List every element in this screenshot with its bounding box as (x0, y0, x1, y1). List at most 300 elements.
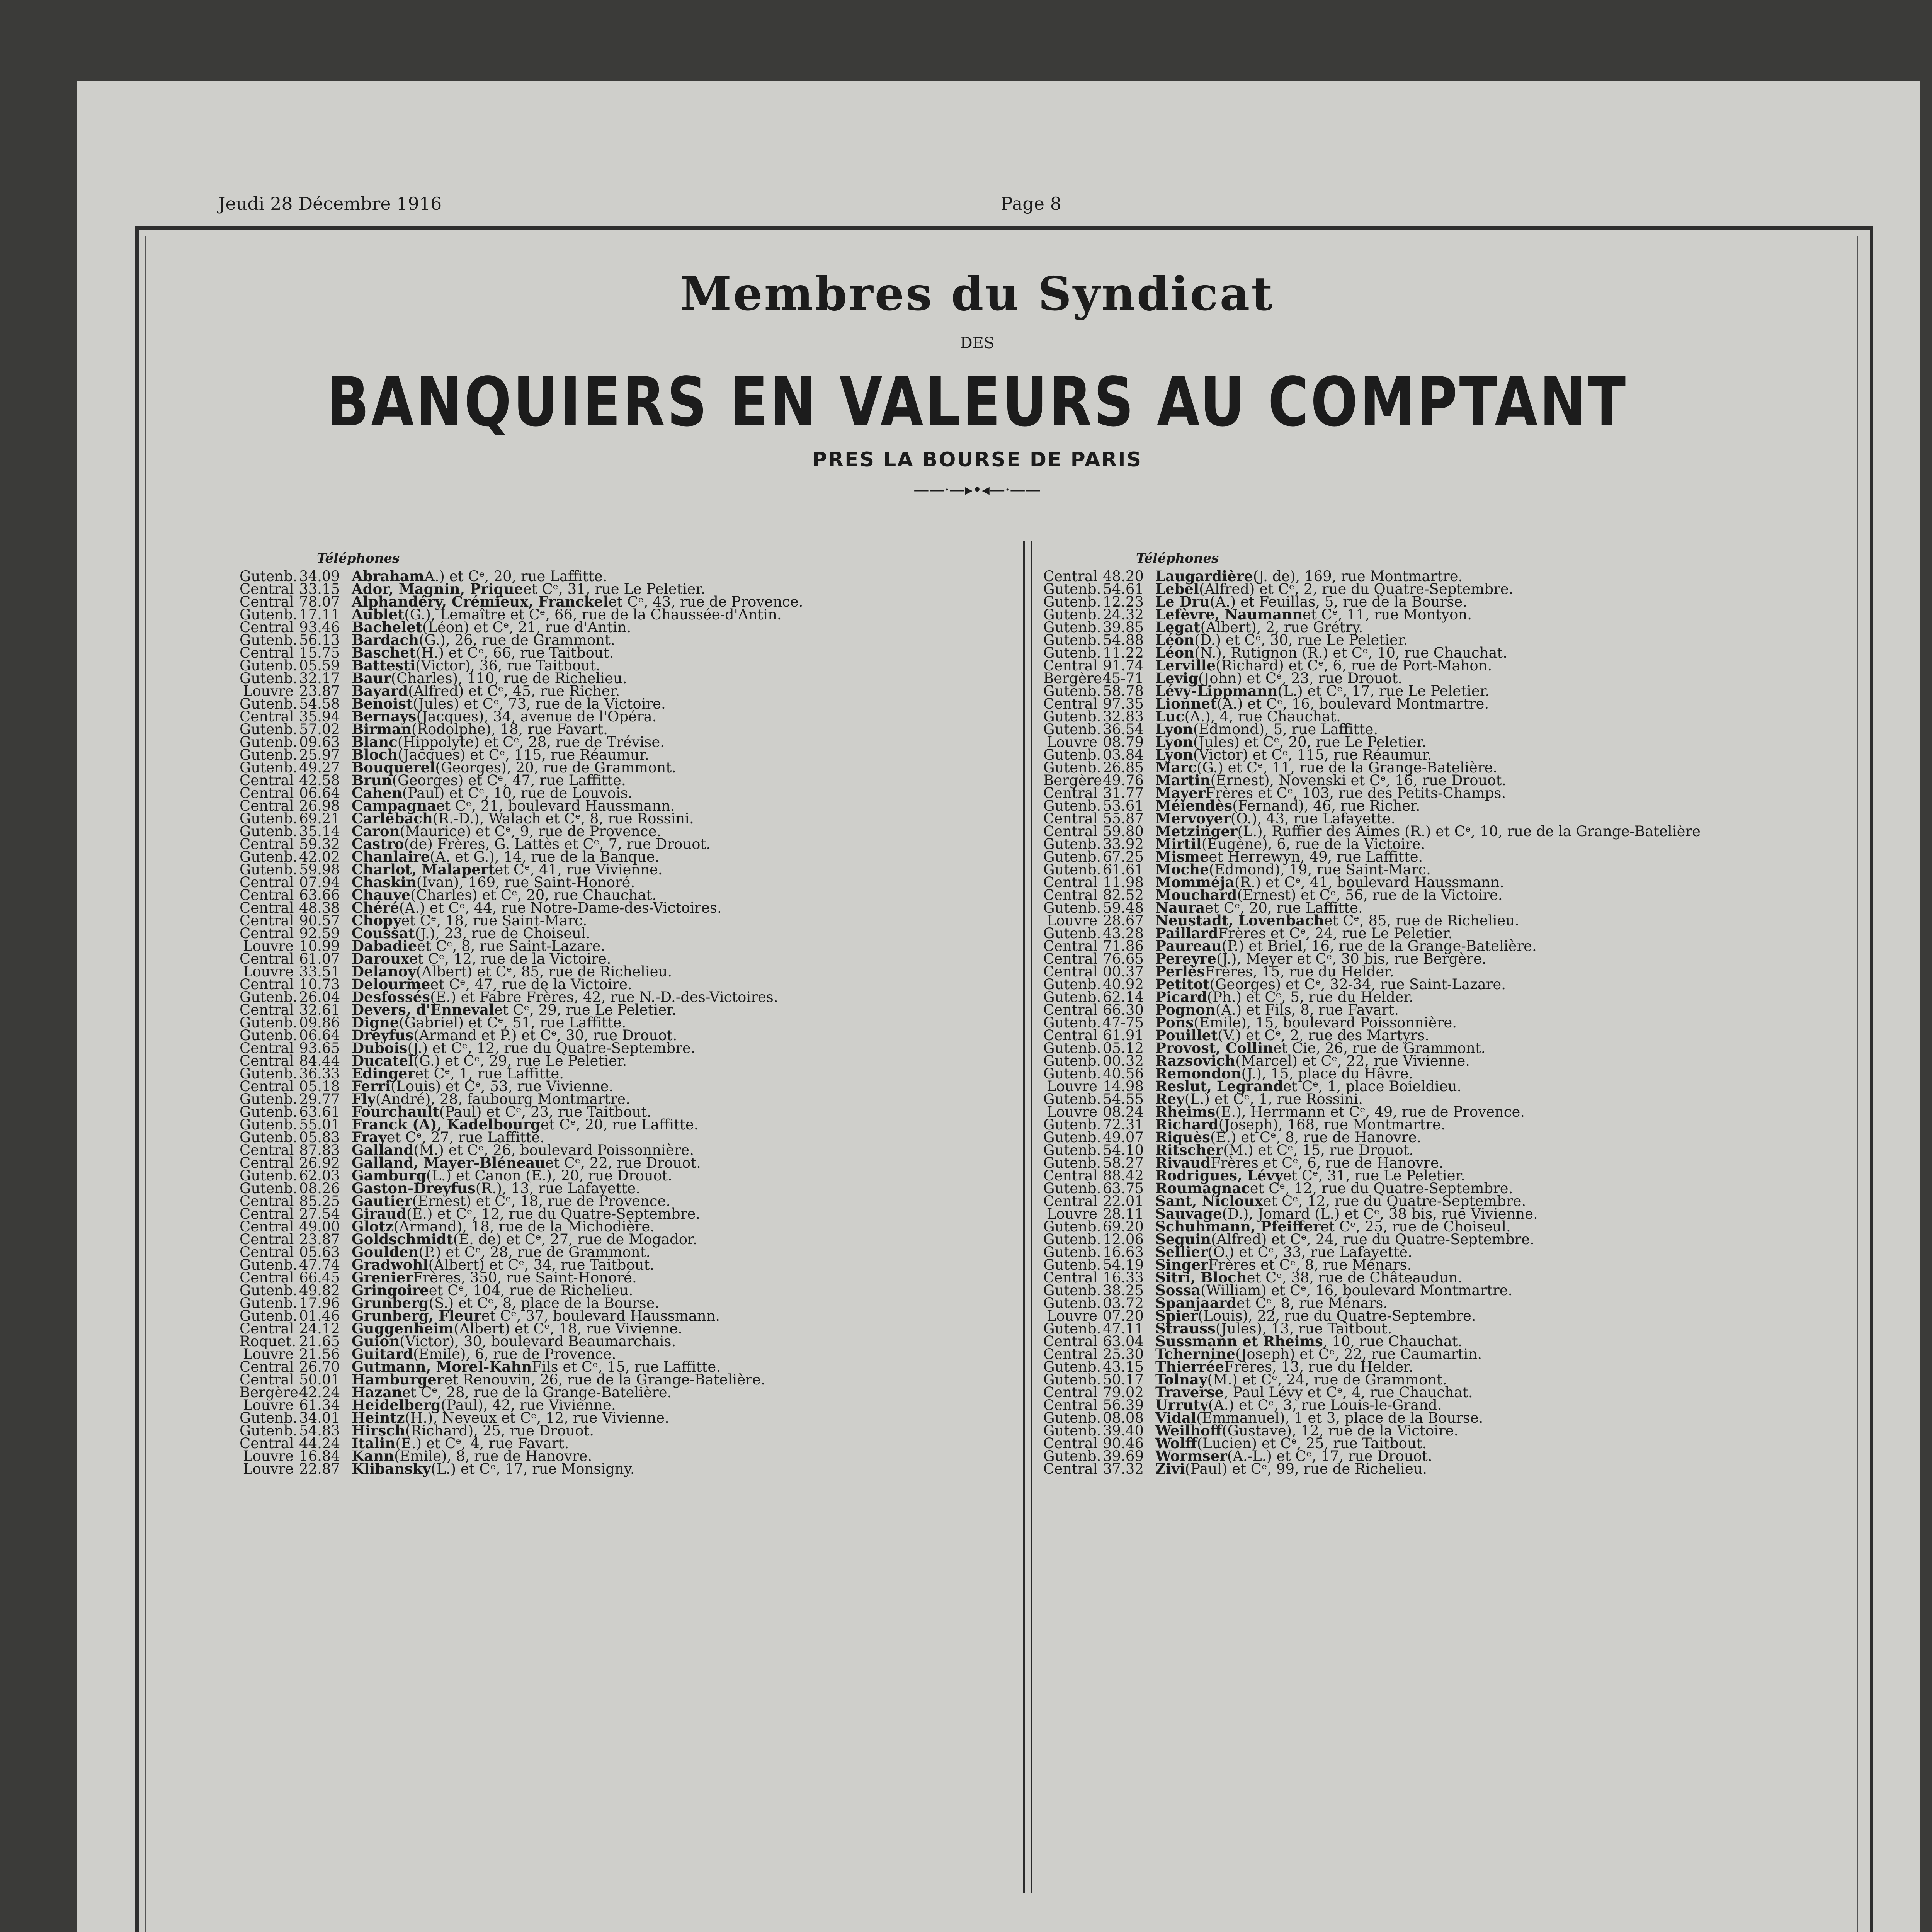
member-address: (Jules) et Cᵉ, 73, rue de la Victoire. (413, 696, 666, 712)
phone-number: 45-71 (1102, 670, 1144, 687)
phone-number: 50.01 (299, 1371, 340, 1388)
member-name: Strauss (1155, 1320, 1216, 1337)
member-address: (D.), Jomard (L.) et Cᵉ, 38 bis, rue Vivienne. (1222, 1206, 1538, 1222)
exchange-name: Central (240, 798, 294, 814)
member-address: Frères, 350, rue Saint-Honoré. (413, 1269, 637, 1286)
member-name: Charlot, Malapert (352, 861, 495, 878)
exchange-name: Central (1043, 696, 1098, 712)
member-name: Gautier (352, 1192, 412, 1209)
member-address: et Cᵉ, 12, rue du Quatre-Septembre. (1263, 1193, 1526, 1209)
member-name: Klibansky (352, 1460, 431, 1477)
member-address: (Jacques), 34, avenue de l'Opéra. (416, 708, 657, 725)
member-address: (O.), 43, rue Lafayette. (1230, 810, 1396, 827)
phone-number: 10.73 (299, 976, 340, 993)
exchange-name: Gutenb. (240, 568, 298, 585)
phone-number: 33.51 (299, 963, 340, 980)
member-name: Guitard (352, 1345, 413, 1362)
exchange-name: Gutenb. (1043, 1422, 1101, 1439)
exchange-name: Gutenb. (1043, 861, 1101, 878)
phone-number: 54.19 (1103, 1257, 1144, 1273)
exchange-name: Gutenb. (240, 1422, 298, 1439)
member-name: Benoist (352, 695, 413, 712)
exchange-name: Gutenb. (240, 1282, 298, 1299)
exchange-name: Gutenb. (1043, 1155, 1101, 1171)
exchange-name: Gutenb. (1043, 1129, 1101, 1146)
member-address: Fils et Cᵉ, 15, rue Laffitte. (532, 1359, 721, 1375)
member-name: Grunberg (352, 1294, 429, 1311)
member-address: (Charles), 110, rue de Richelieu. (391, 670, 627, 687)
exchange-name: Central (1043, 1397, 1098, 1413)
exchange-name: Gutenb. (240, 1065, 298, 1082)
member-name: Alphandéry, Crémieux, Franckel (352, 593, 609, 610)
member-address: (Emmanuel), 1 et 3, place de la Bourse. (1196, 1410, 1483, 1426)
issue-date: Jeudi 28 Décembre 1916 (218, 193, 442, 214)
phone-number: 93.65 (299, 1040, 340, 1056)
member-address: (Georges), 20, rue de Grammont. (435, 759, 676, 776)
phone-number: 90.46 (1103, 1435, 1144, 1452)
member-address: (R.-D.), Walach et Cᵉ, 8, rue Rossini. (432, 810, 694, 827)
member-name: Baur (352, 670, 391, 687)
exchange-name: Gutenb. (1043, 606, 1101, 623)
member-name: Italin (352, 1435, 396, 1452)
exchange-name: Central (1043, 657, 1098, 674)
phone-number: 26.85 (1103, 759, 1144, 776)
member-address: (O.) et Cᵉ, 33, rue Lafayette. (1208, 1244, 1413, 1260)
phone-number: 59.32 (299, 836, 340, 852)
exchange-name: Central (1043, 1193, 1098, 1209)
phone-number: 54.10 (1103, 1142, 1144, 1158)
exchange-name: Gutenb. (240, 696, 298, 712)
member-address: (G.), 26, rue de Grammont. (419, 632, 615, 648)
member-address: (L.), Ruffier des Aimes (R.) et Cᵉ, 10, rue de la Grange-Batelière (1237, 823, 1701, 840)
phone-number: 42.02 (299, 849, 340, 865)
member-address: (M.) et Cᵉ, 15, rue Drouot. (1223, 1142, 1414, 1158)
member-address: (L.) et Canon (E.), 20, rue Drouot. (426, 1167, 672, 1184)
phone-number: 28.67 (1103, 912, 1144, 929)
member-name: Galland (352, 1141, 414, 1158)
member-address: Frères et Cᵉ, 6, rue de Hanovre. (1211, 1155, 1444, 1171)
member-name: Giraud (352, 1205, 406, 1222)
phone-number: 06.64 (299, 785, 340, 801)
phone-number: 63.66 (299, 887, 340, 903)
phone-number: 49.27 (299, 759, 340, 776)
phone-number: 67.25 (1103, 849, 1144, 865)
member-name: Razsovich (1155, 1052, 1236, 1069)
phone-number: 37.32 (1103, 1461, 1144, 1477)
phone-number: 34.01 (299, 1410, 340, 1426)
exchange-name: Louvre (243, 1397, 294, 1413)
member-name: Thierrée (1155, 1358, 1225, 1375)
phone-number: 32.61 (299, 1002, 340, 1018)
member-name: Fourchault (352, 1103, 439, 1120)
phone-number: 69.20 (1103, 1218, 1144, 1235)
title-des: DES (960, 334, 995, 352)
member-address: (J. de), 169, rue Montmartre. (1253, 568, 1463, 585)
member-address: (A.) et Fils, 8, rue Favart. (1215, 1002, 1399, 1018)
member-name: Spier (1155, 1307, 1198, 1324)
member-name: Ferri (352, 1078, 391, 1095)
exchange-name: Gutenb. (1043, 1231, 1101, 1248)
exchange-name: Gutenb. (1043, 1410, 1101, 1426)
exchange-name: Central (240, 1231, 294, 1248)
exchange-name: Gutenb. (240, 606, 298, 623)
exchange-name: Central (240, 772, 294, 789)
member-name: Dabadie (352, 937, 417, 954)
member-address: (S.) et Cᵉ, 8, place de la Bourse. (429, 1295, 660, 1311)
member-address: (L.) et Cᵉ, 1, rue Rossini. (1184, 1091, 1363, 1107)
exchange-name: Louvre (1046, 1206, 1097, 1222)
member-name: Lévy-Lippmann (1155, 682, 1278, 699)
member-name: Delourme (352, 976, 430, 993)
phone-number: 23.87 (299, 1231, 340, 1248)
member-address: et Cᵉ, 8, rue Saint-Lazare. (417, 938, 605, 954)
member-address: (G.) et Cᵉ, 29, rue Le Peletier. (413, 1053, 627, 1069)
phone-number: 88.42 (1103, 1167, 1144, 1184)
member-address: et Cᵉ, 20, rue Laffitte. (1205, 900, 1363, 916)
exchange-name: Central (240, 900, 294, 916)
member-address: (Léon) et Cᵉ, 21, rue d'Antin. (422, 619, 631, 636)
phone-number: 58.78 (1103, 683, 1144, 699)
phone-number: 93.46 (299, 619, 340, 636)
phone-number: 49.07 (1103, 1129, 1144, 1146)
member-address: (A.), 4, rue Chauchat. (1184, 708, 1341, 725)
exchange-name: Gutenb. (1043, 645, 1101, 661)
exchange-name: Central (240, 1155, 294, 1171)
phone-number: 00.32 (1103, 1053, 1144, 1069)
member-name: Tchernine (1155, 1345, 1236, 1362)
phone-number: 61.07 (299, 951, 340, 967)
member-address: (P.) et Cᵉ, 28, rue de Grammont. (418, 1244, 651, 1260)
member-name: Vidal (1155, 1409, 1197, 1426)
phone-number: 55.87 (1103, 810, 1144, 827)
member-address: (E.) et Cᵉ, 12, rue du Quatre-Septembre. (406, 1206, 701, 1222)
member-address: (M.) et Cᵉ, 26, boulevard Poissonnière. (413, 1142, 694, 1158)
phone-number: 08.08 (1103, 1410, 1144, 1426)
phone-number: 00.37 (1103, 963, 1144, 980)
phone-number: 62.03 (299, 1167, 340, 1184)
member-name: Sellier (1155, 1243, 1208, 1260)
exchange-name: Gutenb. (240, 734, 298, 750)
phone-number: 61.61 (1103, 861, 1144, 878)
member-address: (Richard) et Cᵉ, 6, rue de Port-Mahon. (1216, 657, 1492, 674)
member-name: Devers, d'Enneval (352, 1001, 495, 1018)
exchange-name: Gutenb. (240, 1308, 298, 1324)
member-name: Naura (1155, 899, 1205, 916)
phone-number: 43.28 (1103, 925, 1144, 942)
member-name: Riquès (1155, 1129, 1210, 1146)
member-address: (Rodolphe), 18, rue Favart. (411, 721, 608, 738)
member-name: Chauve (352, 886, 411, 903)
member-name: Lyon (1155, 721, 1193, 738)
member-address: et Cᵉ, 31, rue Le Peletier. (523, 581, 706, 597)
phone-number: 10.99 (299, 938, 340, 954)
right-column-header: Téléphones (1136, 551, 1219, 566)
phone-number: 54.55 (1103, 1091, 1144, 1107)
exchange-name: Louvre (243, 1346, 294, 1362)
title-bourse: PRES LA BOURSE DE PARIS (812, 448, 1143, 471)
phone-number: 33.92 (1103, 836, 1144, 852)
phone-number: 50.17 (1103, 1371, 1144, 1388)
exchange-name: Central (1043, 1167, 1098, 1184)
exchange-name: Central (240, 1218, 294, 1235)
member-name: Gamburg (352, 1167, 426, 1184)
list-item (240, 1460, 1009, 1477)
exchange-name: Gutenb. (240, 1014, 298, 1031)
phone-number: 36.33 (299, 1065, 340, 1082)
exchange-name: Central (1043, 568, 1098, 585)
phone-number: 23.87 (299, 683, 340, 699)
phone-number: 69.21 (299, 810, 340, 827)
member-address: (Emile), 15, boulevard Poissonnière. (1194, 1014, 1457, 1031)
member-name: Laugardière (1155, 568, 1253, 585)
member-name: Bardach (352, 631, 419, 648)
exchange-name: Gutenb. (1043, 836, 1101, 852)
phone-number: 34.09 (299, 568, 340, 585)
phone-number: 24.32 (1103, 606, 1144, 623)
phone-number: 55.01 (299, 1116, 340, 1133)
exchange-name: Gutenb. (1043, 619, 1101, 636)
member-name: Misme (1155, 848, 1209, 865)
member-name: Edinger (352, 1065, 415, 1082)
exchange-name: Gutenb. (1043, 747, 1101, 763)
phone-number: 26.70 (299, 1359, 340, 1375)
member-address: (André), 28, faubourg Montmartre. (375, 1091, 631, 1107)
phone-number: 79.02 (1103, 1384, 1144, 1401)
phone-number: 31.77 (1103, 785, 1144, 801)
member-address: et Cᵉ, 41, rue Vivienne. (495, 861, 663, 878)
exchange-name: Gutenb. (1043, 581, 1101, 597)
exchange-name: Louvre (243, 963, 294, 980)
member-address: Frères et Cᵉ, 103, rue des Petits-Champs. (1205, 785, 1506, 801)
exchange-name: Central (240, 1002, 294, 1018)
member-name: Heintz (352, 1409, 405, 1426)
member-name: Provost, Collin (1155, 1039, 1274, 1056)
phone-number: 12.23 (1103, 594, 1144, 610)
member-name: Fly (352, 1090, 376, 1107)
member-name: Baschet (352, 644, 416, 661)
exchange-name: Central (240, 1193, 294, 1209)
phone-number: 59.48 (1103, 900, 1144, 916)
exchange-name: Central (240, 874, 294, 891)
member-name: Hamburger (352, 1371, 444, 1388)
member-name: Galland, Mayer-Bléneau (352, 1154, 546, 1171)
member-name: Rey (1155, 1090, 1185, 1107)
member-address: (Jacques) et Cᵉ, 115, rue Réaumur. (398, 747, 650, 763)
phone-number: 11.22 (1103, 645, 1144, 661)
member-name: Weilhoff (1155, 1422, 1222, 1439)
phone-number: 61.91 (1103, 1027, 1144, 1044)
member-name: Sossa (1155, 1282, 1201, 1299)
member-name: Rheims (1155, 1103, 1216, 1120)
member-name: Campagna (352, 797, 437, 814)
exchange-name: Central (240, 951, 294, 967)
member-name: Spanjaard (1155, 1294, 1237, 1311)
member-name: Mouchard (1155, 886, 1237, 903)
phone-number: 63.04 (1103, 1333, 1144, 1350)
member-name: Moche (1155, 861, 1209, 878)
member-name: Bloch (352, 746, 398, 763)
exchange-name: Central (1043, 963, 1098, 980)
phone-number: 17.11 (299, 606, 340, 623)
member-address: (Ivan), 169, rue Saint-Honoré. (416, 874, 635, 891)
member-address: (Albert) et Cᵉ, 85, rue de Richelieu. (416, 963, 672, 980)
member-name: Blanc (352, 733, 398, 750)
exchange-name: Central (240, 887, 294, 903)
member-name: Dubois (352, 1039, 408, 1056)
member-name: Delanoy (352, 963, 416, 980)
member-address: (J.), 15, place du Hâvre. (1241, 1065, 1413, 1082)
phone-number: 49.76 (1103, 772, 1144, 789)
member-name: Marc (1155, 759, 1197, 776)
exchange-name: Central (1043, 1461, 1098, 1477)
member-name: Grunberg, Fleur (352, 1307, 481, 1324)
exchange-name: Gutenb. (1043, 1244, 1101, 1260)
member-address: et Herrewyn, 49, rue Laffitte. (1209, 849, 1423, 865)
phone-number: 27.54 (299, 1206, 340, 1222)
member-address: et Cᵉ, 27, rue Laffitte. (386, 1129, 545, 1146)
member-name: Traverse (1155, 1384, 1224, 1401)
exchange-name: Gutenb. (240, 1129, 298, 1146)
member-address: (P.) et Briel, 16, rue de la Grange-Batelière. (1221, 938, 1537, 954)
member-name: Lebel (1155, 580, 1199, 597)
exchange-name: Gutenb. (240, 759, 298, 776)
member-name: Perlès (1155, 963, 1205, 980)
exchange-name: Central (1043, 785, 1098, 801)
member-name: Grenier (352, 1269, 413, 1286)
phone-number: 59.98 (299, 861, 340, 878)
member-name: Bachelet (352, 619, 422, 636)
member-name: Daroux (352, 950, 410, 967)
phone-number: 26.04 (299, 989, 340, 1005)
member-address: (R.) et Cᵉ, 41, boulevard Haussmann. (1234, 874, 1504, 891)
exchange-name: Gutenb. (240, 657, 298, 674)
member-address: (L.) et Cᵉ, 17, rue Monsigny. (430, 1461, 635, 1477)
exchange-name: Gutenb. (240, 721, 298, 738)
member-address: (Jules) et Cᵉ, 20, rue Le Peletier. (1193, 734, 1427, 750)
exchange-name: Gutenb. (1043, 1091, 1101, 1107)
phone-number: 16.63 (1103, 1244, 1144, 1260)
member-name: Lyon (1155, 746, 1193, 763)
phone-number: 57.02 (299, 721, 340, 738)
member-name: Tolnay (1155, 1371, 1208, 1388)
phone-number: 08.26 (299, 1180, 340, 1197)
phone-number: 36.54 (1103, 721, 1144, 738)
member-address: (G.), Lemaître et Cᵉ, 66, rue de la Chaussée-d'Antin. (404, 606, 782, 623)
exchange-name: Gutenb. (1043, 632, 1101, 648)
member-address: (Armand), 18, rue de la Michodière. (393, 1218, 655, 1235)
member-address: et Cᵉ, 43, rue de Provence. (608, 594, 803, 610)
phone-number: 15.75 (299, 645, 340, 661)
member-address: et Cᵉ, 47, rue de la Victoire. (430, 976, 632, 993)
exchange-name: Louvre (1046, 1104, 1097, 1120)
member-address: (M.) et Cᵉ, 24, rue de Grammont. (1207, 1371, 1447, 1388)
member-address: (E.) et Fabre Frères, 42, rue N.-D.-des-Victoires. (430, 989, 778, 1005)
exchange-name: Gutenb. (240, 670, 298, 687)
phone-number: 43.15 (1103, 1359, 1144, 1375)
member-name: Hazan (352, 1384, 402, 1401)
member-address: et Cᵉ, 25, rue de Choiseul. (1320, 1218, 1511, 1235)
exchange-name: Central (240, 1269, 294, 1286)
member-name: Remondon (1155, 1065, 1242, 1082)
exchange-name: Bergère (240, 1384, 298, 1401)
member-name: Momméja (1155, 874, 1235, 891)
member-name: Bayard (352, 682, 408, 699)
member-name: Guion (352, 1333, 400, 1350)
exchange-name: Gutenb. (1043, 708, 1101, 725)
member-address: et Cᵉ, 104, rue de Richelieu. (429, 1282, 633, 1299)
phone-number: 28.11 (1103, 1206, 1144, 1222)
member-address: (E. de) et Cᵉ, 27, rue de Mogador. (453, 1231, 697, 1248)
exchange-name: Gutenb. (1043, 1359, 1101, 1375)
exchange-name: Central (240, 1435, 294, 1452)
exchange-name: Gutenb. (1043, 1257, 1101, 1273)
member-name: Singer (1155, 1256, 1208, 1273)
exchange-name: Gutenb. (1043, 1014, 1101, 1031)
member-address: Frères et Cᵉ, 8, rue Ménars. (1208, 1257, 1412, 1273)
phone-number: 48.38 (299, 900, 340, 916)
phone-number: 12.06 (1103, 1231, 1144, 1248)
member-name: Neustadt, Lovenbach (1155, 912, 1324, 929)
member-name: Gringoire (352, 1282, 429, 1299)
exchange-name: Gutenb. (1043, 683, 1101, 699)
member-address: (Edmond), 5, rue Laffitte. (1193, 721, 1378, 738)
member-name: Gaston-Dreyfus (352, 1180, 476, 1197)
member-name: Metzinger (1155, 823, 1238, 840)
member-name: Méiendès (1155, 797, 1233, 814)
exchange-name: Central (240, 645, 294, 661)
member-name: Léon (1155, 644, 1195, 661)
member-address: (E.), Herrmann et Cᵉ, 49, rue de Provence. (1215, 1104, 1525, 1120)
member-name: Paureau (1155, 937, 1222, 954)
exchange-name: Central (1043, 1269, 1098, 1286)
member-name: Desfossés (352, 988, 430, 1005)
member-address: (Marcel) et Cᵉ, 22, rue Vivienne. (1235, 1053, 1470, 1069)
exchange-name: Central (240, 1078, 294, 1095)
left-member-list (240, 570, 1009, 1475)
member-address: (J.) et Cᵉ, 12, rue du Quatre-Septembre. (407, 1040, 696, 1056)
member-address: (Louis) et Cᵉ, 53, rue Vivienne. (390, 1078, 614, 1095)
exchange-name: Central (1043, 1346, 1098, 1362)
exchange-name: Gutenb. (240, 1091, 298, 1107)
member-name: Bernays (352, 708, 417, 725)
member-address: (Joseph), 168, rue Montmartre. (1218, 1116, 1446, 1133)
member-name: Pognon (1155, 1001, 1216, 1018)
phone-number: 26.98 (299, 798, 340, 814)
member-name: Zivi (1155, 1460, 1185, 1477)
member-name: Gutmann, Morel-Kahn (352, 1358, 532, 1375)
member-name: Digne (352, 1014, 399, 1031)
member-name: Castro (352, 835, 404, 852)
phone-number: 90.57 (299, 912, 340, 929)
exchange-name: Gutenb. (1043, 1295, 1101, 1311)
member-address: (Joseph) et Cᵉ, 22, rue Caumartin. (1235, 1346, 1482, 1362)
phone-number: 56.39 (1103, 1397, 1144, 1413)
phone-number: 22.01 (1103, 1193, 1144, 1209)
phone-number: 40.92 (1103, 976, 1144, 993)
member-address: (Albert) et Cᵉ, 18, rue Vivienne. (454, 1320, 682, 1337)
member-address: et Cᵉ, 31, rue Le Peletier. (1283, 1167, 1465, 1184)
exchange-name: Gutenb. (1043, 925, 1101, 942)
phone-number: 49.00 (299, 1218, 340, 1235)
phone-number: 49.82 (299, 1282, 340, 1299)
member-address: (Emile), 8, rue de Hanovre. (394, 1448, 592, 1464)
member-address: (R.), 13, rue Lafayette. (475, 1180, 641, 1197)
exchange-name: Gutenb. (1043, 1282, 1101, 1299)
phone-number: 71.86 (1103, 938, 1144, 954)
exchange-name: Central (240, 581, 294, 597)
phone-number: 32.83 (1103, 708, 1144, 725)
member-name: Franck (A), Kadelbourg (352, 1116, 541, 1133)
